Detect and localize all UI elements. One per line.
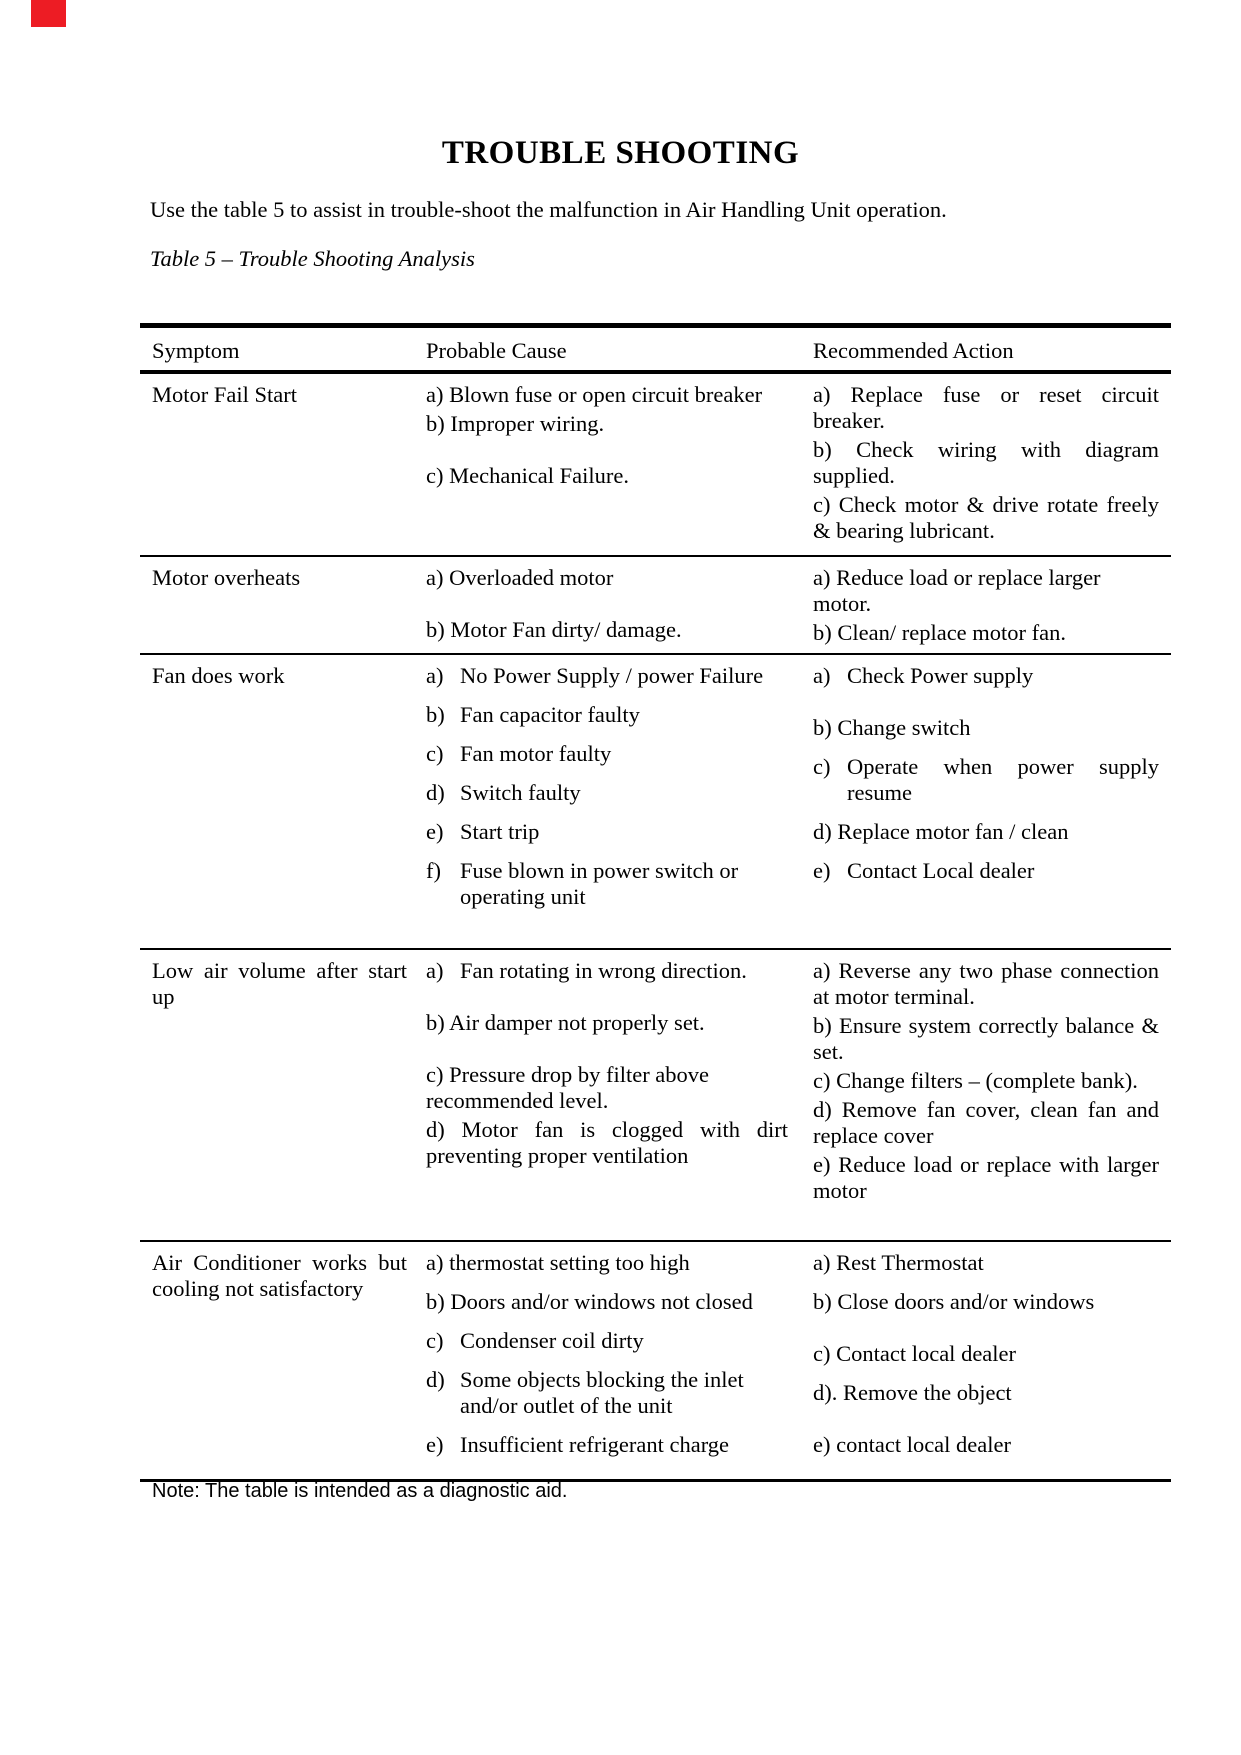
action-item: a) Rest Thermostat <box>813 1250 984 1275</box>
cause-item: d) Switch faulty <box>426 780 581 805</box>
action-item: b) Change switch <box>813 715 971 740</box>
symptom-cell <box>140 557 417 653</box>
list-letter: c) <box>813 754 831 779</box>
red-marker <box>31 0 66 27</box>
list-letter: a) <box>813 663 831 688</box>
table-row <box>140 555 1171 653</box>
action-item: b) Close doors and/or windows <box>813 1289 1095 1314</box>
symptom-cell <box>140 950 417 1240</box>
cause-item: a) Overloaded motor <box>426 565 614 590</box>
action-item: a) Reverse any two phase connection at motor terminal. <box>813 958 1159 1009</box>
header-cell: Probable Cause <box>426 338 567 363</box>
symptom-cell <box>140 655 417 948</box>
cause-item: e) Insufficient refrigerant charge <box>426 1432 730 1457</box>
intro-paragraph: Use the table 5 to assist in trouble-shoot the malfunction in Air Handling Unit operation. <box>150 197 947 222</box>
symptom-text: Fan does work <box>152 663 285 688</box>
cause-item: d) Motor fan is clogged with dirt preventing proper ventilation <box>426 1117 788 1168</box>
table-row <box>140 653 1171 948</box>
table-caption: Table 5 – Trouble Shooting Analysis <box>150 246 475 271</box>
cause-item: c) Fan motor faulty <box>426 741 612 766</box>
cause-item: b) Motor Fan dirty/ damage. <box>426 617 682 642</box>
recommended-action-cell <box>802 950 1171 1240</box>
action-item: c) Change filters – (complete bank). <box>813 1068 1138 1093</box>
action-item: b) Check wiring with diagram supplied. <box>813 437 1159 488</box>
cause-item: b) Fan capacitor faulty <box>426 702 640 727</box>
table-row <box>140 948 1171 1240</box>
cause-item: f) Fuse blown in power switch or operating unit <box>426 858 739 909</box>
table-note: Note: The table is intended as a diagnostic aid. <box>152 1480 568 1502</box>
table-header-row <box>140 328 1171 374</box>
list-letter: b) <box>426 702 445 727</box>
probable-cause-cell <box>417 655 802 948</box>
symptom-text: Air Conditioner works but cooling not satisfactory <box>152 1250 407 1301</box>
probable-cause-cell <box>417 557 802 653</box>
action-item: d). Remove the object <box>813 1380 1012 1405</box>
cause-item: a) Fan rotating in wrong direction. <box>426 958 747 983</box>
list-letter: a) <box>426 663 444 688</box>
header-cell: Symptom <box>152 338 240 363</box>
action-item: e) Contact Local dealer <box>813 858 1035 883</box>
symptom-cell <box>140 374 417 555</box>
cause-item: d) Some objects blocking the inlet and/or outlet of the unit <box>426 1367 744 1418</box>
symptom-cell <box>140 1242 417 1479</box>
action-item: e) contact local dealer <box>813 1432 1011 1457</box>
cause-item: c) Pressure drop by filter above recommended level. <box>426 1062 710 1113</box>
cause-item: c) Condenser coil dirty <box>426 1328 644 1353</box>
action-item: c) Contact local dealer <box>813 1341 1017 1366</box>
symptom-text: Low air volume after start up <box>152 958 407 1009</box>
cause-item: a) thermostat setting too high <box>426 1250 690 1275</box>
action-item: d) Replace motor fan / clean <box>813 819 1069 844</box>
list-letter: e) <box>426 819 444 844</box>
table-row <box>140 374 1171 555</box>
list-letter: a) <box>426 958 444 983</box>
list-letter: d) <box>426 780 445 805</box>
cause-item: a) Blown fuse or open circuit breaker <box>426 382 763 407</box>
recommended-action-cell <box>802 557 1171 653</box>
cause-item: e) Start trip <box>426 819 540 844</box>
cause-item: b) Doors and/or windows not closed <box>426 1289 753 1314</box>
list-letter: e) <box>813 858 831 883</box>
probable-cause-cell <box>417 374 802 555</box>
list-letter: d) <box>426 1367 445 1392</box>
cause-item: b) Improper wiring. <box>426 411 605 436</box>
probable-cause-cell <box>417 950 802 1240</box>
action-item: d) Remove fan cover, clean fan and replace cover <box>813 1097 1159 1148</box>
action-item: a) Check Power supply <box>813 663 1034 688</box>
header-cell: Recommended Action <box>813 338 1014 363</box>
table-row <box>140 1240 1171 1479</box>
action-item: e) Reduce load or replace with larger motor <box>813 1152 1159 1203</box>
probable-cause-cell <box>417 1242 802 1479</box>
cause-item: c) Mechanical Failure. <box>426 463 630 488</box>
action-item: c) Operate when power supply resume <box>813 754 1159 805</box>
recommended-action-cell <box>802 655 1171 948</box>
action-item: b) Clean/ replace motor fan. <box>813 620 1067 645</box>
recommended-action-cell <box>802 374 1171 555</box>
list-letter: c) <box>426 1328 444 1353</box>
action-item: c) Check motor & drive rotate freely & bearing lubricant. <box>813 492 1159 543</box>
list-letter: f) <box>426 858 441 883</box>
symptom-text: Motor overheats <box>152 565 301 590</box>
action-item: a) Replace fuse or reset circuit breaker. <box>813 382 1159 433</box>
recommended-action-cell <box>802 1242 1171 1479</box>
cause-item: b) Air damper not properly set. <box>426 1010 705 1035</box>
page-title: TROUBLE SHOOTING <box>441 135 800 171</box>
symptom-text: Motor Fail Start <box>152 382 297 407</box>
trouble-table <box>140 323 1171 1482</box>
action-item: a) Reduce load or replace larger motor. <box>813 565 1101 616</box>
list-letter: c) <box>426 741 444 766</box>
list-letter: e) <box>426 1432 444 1457</box>
action-item: b) Ensure system correctly balance & set. <box>813 1013 1159 1064</box>
cause-item: a) No Power Supply / power Failure <box>426 663 764 688</box>
